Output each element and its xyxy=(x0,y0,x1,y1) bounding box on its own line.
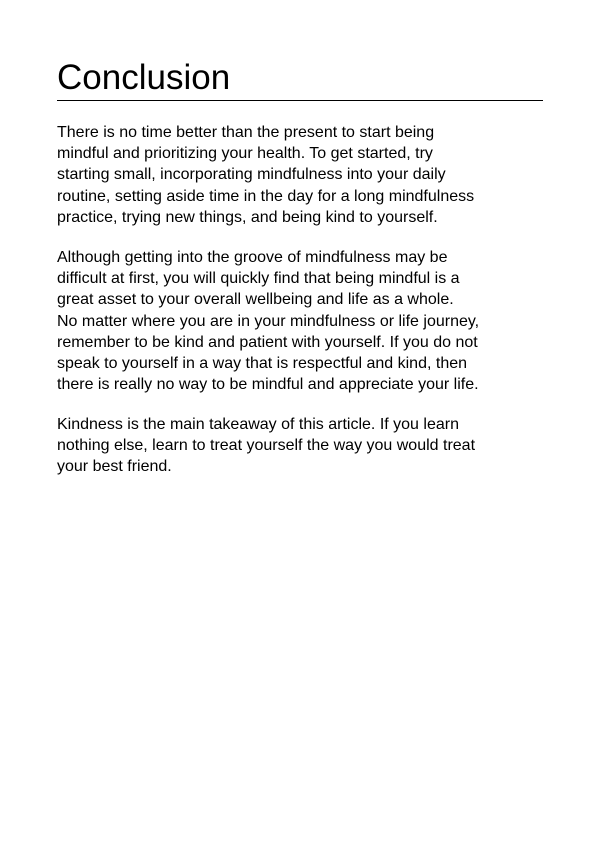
text-line: difficult at first, you will quickly find that being mindful is a xyxy=(57,270,460,288)
page-title: Conclusion xyxy=(57,58,231,97)
text-line: Although getting into the groove of mindfulness may be xyxy=(57,249,448,266)
paragraph-kindness xyxy=(57,414,547,478)
text-line: Kindness is the main takeaway of this article. If you learn xyxy=(57,416,459,433)
title-underline xyxy=(57,100,543,101)
paragraph-groove xyxy=(57,247,547,395)
text-line: There is no time better than the present to start being xyxy=(57,124,435,141)
text-line: your best friend. xyxy=(57,458,172,476)
paragraph-intro xyxy=(57,122,547,228)
text-line: starting small, incorporating mindfulness into your daily xyxy=(57,166,446,184)
text-line: remember to be kind and patient with yourself. If you do not xyxy=(57,333,478,351)
text-line: mindful and prioritizing your health. To get started, try xyxy=(57,145,433,163)
text-line: practice, trying new things, and being kind to yourself. xyxy=(57,208,438,226)
text-line: there is really no way to be mindful and appreciate your life. xyxy=(57,376,479,394)
text-line: speak to yourself in a way that is respectful and kind, then xyxy=(57,355,468,373)
text-line: No matter where you are in your mindfulness or life journey, xyxy=(57,312,480,330)
text-line: great asset to your overall wellbeing and life as a whole. xyxy=(57,291,454,309)
text-line: routine, setting aside time in the day for a long mindfulness xyxy=(57,187,475,205)
text-line: nothing else, learn to treat yourself the way you would treat xyxy=(57,437,476,455)
